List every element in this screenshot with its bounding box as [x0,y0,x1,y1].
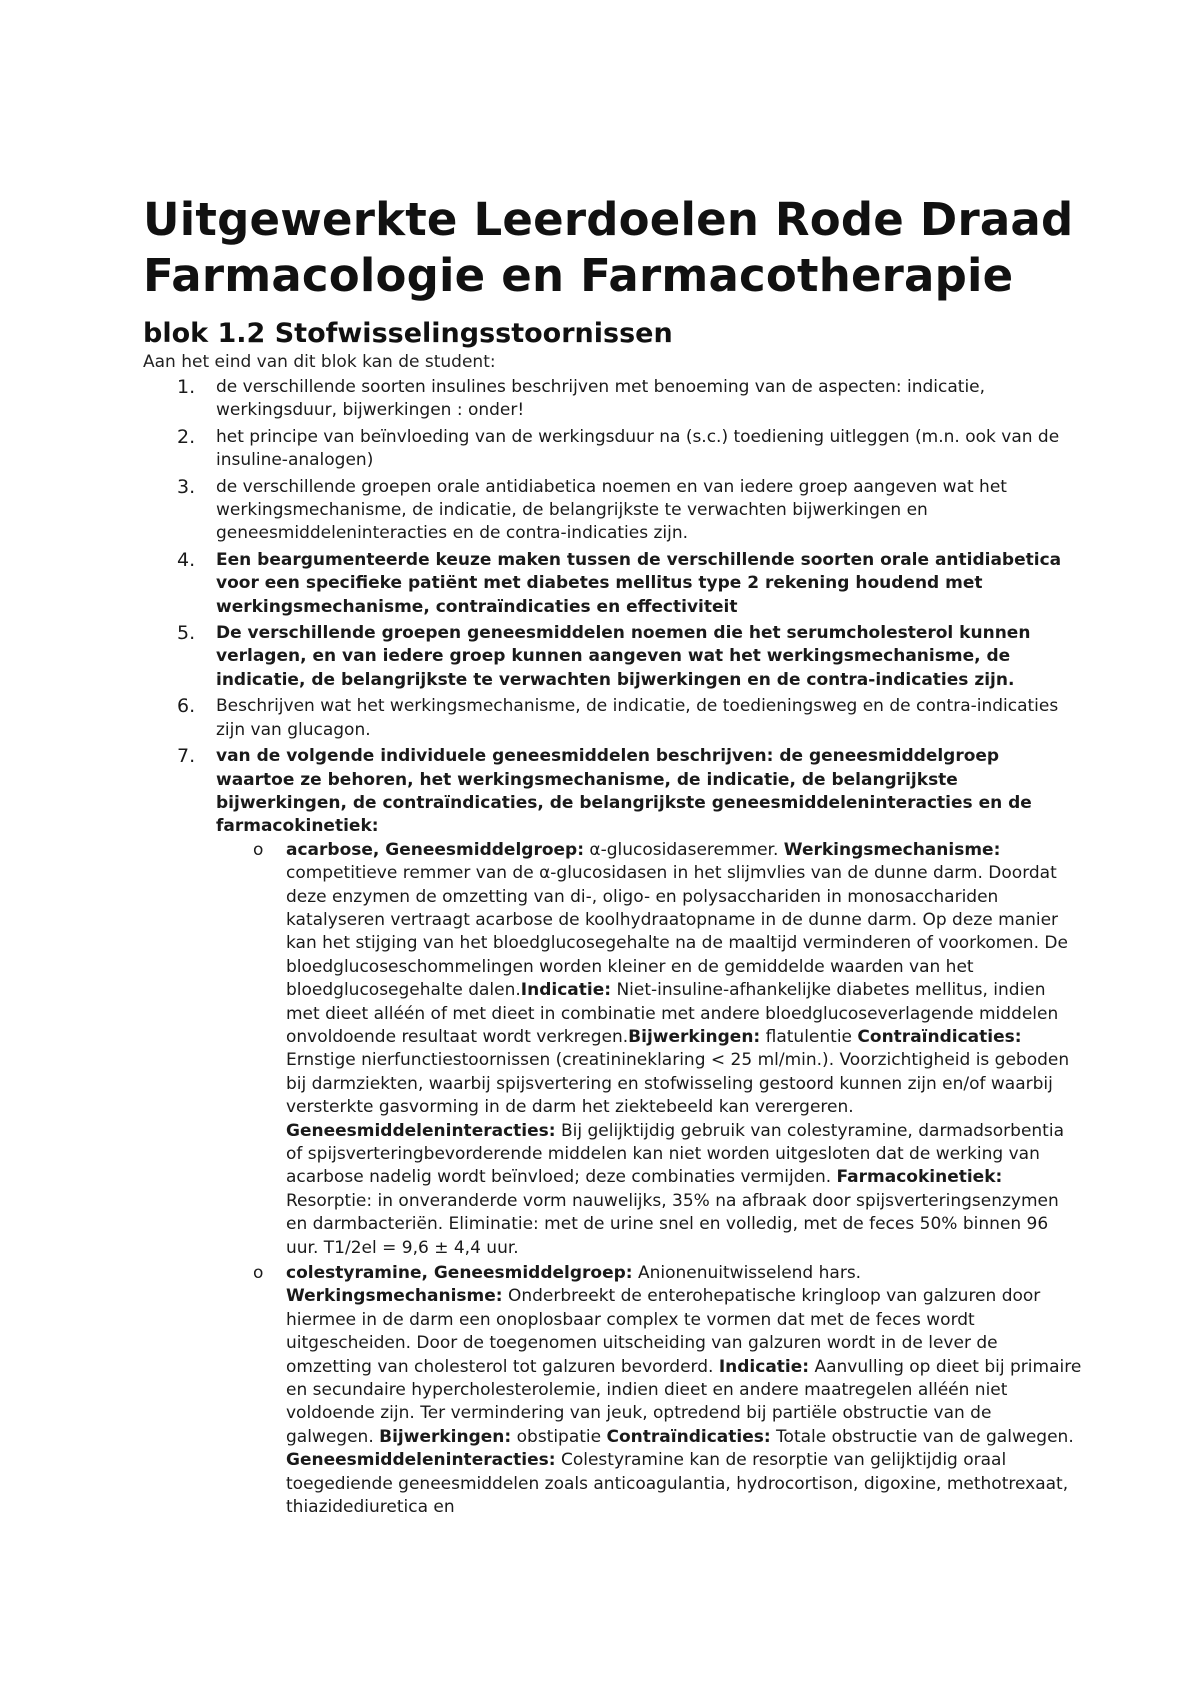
side-effects-label: Bijwerkingen: [628,1026,761,1047]
goal-number: 1. [177,376,196,398]
side-effects-text: flatulentie [760,1026,858,1047]
goal-item-4 [143,549,1083,619]
drug-group: Anionenuitwisselend hars. [632,1263,862,1284]
goal-text: De verschillende groepen geneesmiddelen noemen die het serumcholesterol kunnen verlagen, en van iedere groep kunnen aangeven wat het werkingsmechanisme, de indicatie, de belangrijkste te verwachten bijwerkingen en de contra-indicaties zijn. [216,623,1031,690]
bullet-icon: o [253,1263,264,1284]
drug-item-acarbose [216,839,1083,1260]
goal-number: 2. [177,425,196,448]
goal-item-7 [143,745,1083,1519]
indication-label: Indicatie: [520,980,612,1001]
goal-item-5 [143,622,1083,692]
interactions-label: Geneesmiddeleninteracties: [286,1120,556,1141]
contraindications-text: Totale obstructie van de galwegen. [770,1426,1074,1447]
contraindications-text: Ernstige nierfunctiestoornissen (creatinineklaring < 25 ml/min.). Voorzichtigheid is geboden bij darmziekten, waarbij spijsvertering en stofwisseling gestoord kunnen zijn en/of waarbij versterkte gasvorming in de darm het ziektebeeld kan verergeren. [286,1050,1070,1118]
interactions-text: Bij gelijktijdig gebruik van colestyramine, darmadsorbentia of spijsverteringbevorderende middelen kan niet worden uitgesloten dat de werking van acarbose nadelig wordt beïnvloed; deze combinaties vermijden. [286,1120,1064,1188]
document-title [143,192,1143,304]
intro-text: Aan het eind van dit blok kan de student: [143,352,496,372]
drug-group: α-glucosidaseremmer. [584,839,784,860]
goal-number: 5. [177,622,196,645]
side-effects-label: Bijwerkingen: [379,1426,512,1447]
interactions-text: Colestyramine kan de resorptie van gelijktijdig oraal toegediende geneesmiddelen zoals anticoagulantia, hydrocortison, digoxine, methotrexaat, thiazidediuretica en [286,1450,1069,1518]
block-subtitle: blok 1.2 Stofwisselingsstoornissen [143,318,673,349]
title-line-1: Uitgewerkte Leerdoelen Rode Draad [143,193,1074,246]
indication-text: Niet-insuline-afhankelijke diabetes mellitus, indien met dieet alléén of met dieet in combinatie met andere bloedglucoseverlagende middelen onvoldoende resultaat wordt verkregen. [286,980,1059,1047]
goal-text: de verschillende soorten insulines beschrijven met benoeming van de aspecten: indicatie, werkingsduur, bijwerkingen : onder! [216,377,986,421]
goal-text: het principe van beïnvloeding van de werkingsduur na (s.c.) toediening uitleggen (m.n. ook van de insuline-analogen) [216,426,1060,471]
drug-item-colestyramine [216,1262,1083,1519]
goal-text: de verschillende groepen orale antidiabetica noemen en van iedere groep aangeven wat het werkingsmechanisme, de indicatie, de belangrijkste te verwachten bijwerkingen en geneesmiddeleninteracties en de contra-indicaties zijn. [216,476,1007,544]
drug-name-label: colestyramine, Geneesmiddelgroep: [286,1263,633,1284]
side-effects-text: obstipatie [511,1426,607,1447]
interactions-label: Geneesmiddeleninteracties: [286,1450,556,1471]
goal-number: 4. [177,548,196,571]
learning-goals-list [143,376,1083,1523]
bullet-icon: o [253,839,264,860]
indication-text: Aanvulling op dieet bij primaire en secundaire hypercholesterolemie, indien dieet en andere maatregelen alléén niet voldoende zijn. Ter vermindering van jeuk, optredend bij partiële obstructie van de galwegen. [286,1356,1082,1447]
indication-label: Indicatie: [718,1356,810,1377]
contraindications-label: Contraïndicaties: [857,1026,1022,1047]
goal-item-2 [143,426,1083,473]
goal-number: 6. [177,695,196,718]
goal-item-6 [143,695,1083,742]
goal-number: 3. [177,475,196,498]
drug-name-label: acarbose, Geneesmiddelgroep: [286,839,585,860]
goal-item-3 [143,476,1083,546]
mechanism-label: Werkingsmechanisme: [286,1286,503,1307]
goal-text: Een beargumenteerde keuze maken tussen de verschillende soorten orale antidiabetica voor een specifieke patiënt met diabetes mellitus type 2 rekening houdend met werkingsmechanisme, contraïndicaties en effectiviteit [216,549,1062,617]
mechanism-text: competitieve remmer van de α-glucosidasen in het slijmvlies van de dunne darm. Doordat deze enzymen de omzetting van di-, oligo- en polysacchariden in monosacchariden katalyseren vertraagt acarbose de koolhydraatopname in de dunne darm. Op deze manier kan het stijging van het bloedglucosegehalte na de maaltijd verminderen of voorkomen. De bloedglucoseschommelingen worden kleiner en de gemiddelde waarden van het bloedglucosegehalte dalen. [286,863,1068,1001]
contraindications-label: Contraïndicaties: [606,1426,771,1447]
goal-text: van de volgende individuele geneesmiddelen beschrijven: de geneesmiddelgroep waartoe ze behoren, het werkingsmechanisme, de indicatie, de belangrijkste bijwerkingen, de contraïndicaties, de belangrijkste geneesmiddeleninteracties en de farmacokinetiek: [216,746,1032,837]
pharmacokinetics-label: Farmacokinetiek: [836,1167,1003,1188]
goal-item-1 [143,376,1083,423]
pharmacokinetics-text: Resorptie: in onveranderde vorm nauwelijks, 35% na afbraak door spijsverteringsenzymen en darmbacteriën. Eliminatie: met de urine snel en volledig, met de feces 50% binnen 96 uur. T1/2el = 9,6 ± 4,4 uur. [286,1190,1059,1258]
goal-text: Beschrijven wat het werkingsmechanisme, de indicatie, de toedieningsweg en de contra-indicaties zijn van glucagon. [216,696,1059,740]
title-line-2: Farmacologie en Farmacotherapie [143,249,1014,302]
mechanism-label: Werkingsmechanisme: [783,839,1001,860]
goal-number: 7. [177,745,196,768]
mechanism-text: Onderbreekt de enterohepatische kringloop van galzuren door hiermee in de darm een onoplosbaar complex te vormen dat met de feces wordt uitgescheiden. Door de toegenomen uitscheiding van galzuren wordt in de lever de omzetting van cholesterol tot galzuren bevorderd. [286,1286,1041,1377]
